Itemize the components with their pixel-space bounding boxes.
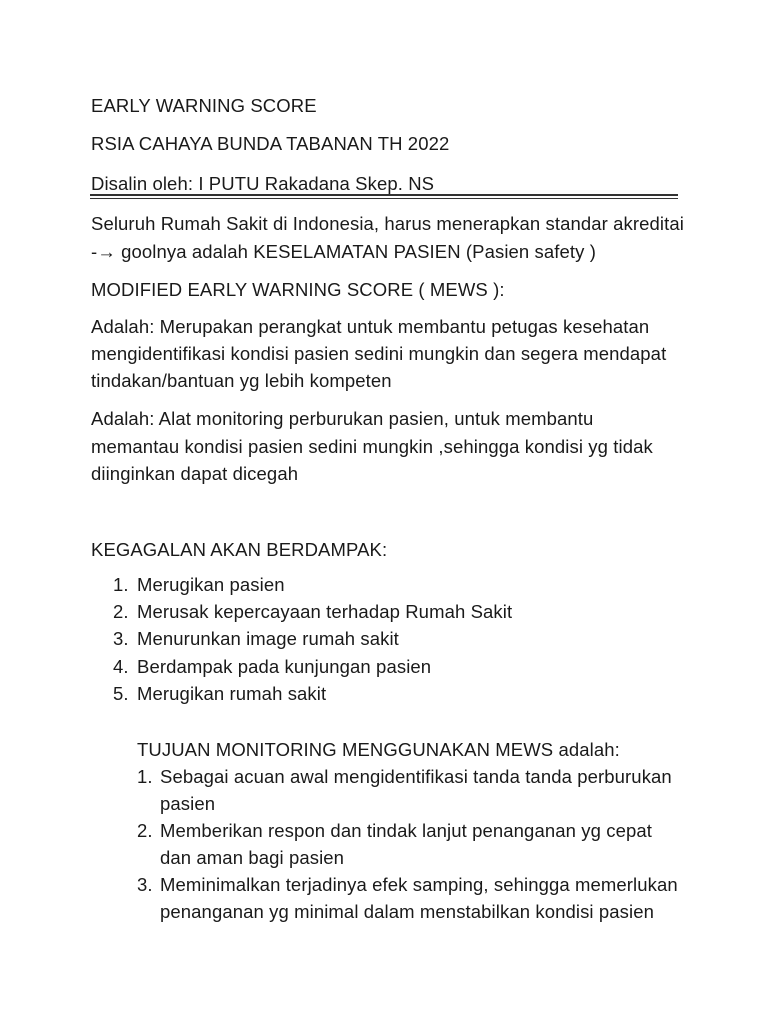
- list-item: [113, 571, 512, 598]
- list-number: 1.: [113, 574, 129, 595]
- hospital-name: RSIA CAHAYA BUNDA TABANAN TH 2022: [91, 133, 450, 154]
- list-item: [137, 763, 678, 817]
- list-item-text: Berdampak pada kunjungan pasien: [137, 655, 432, 677]
- objectives-heading: TUJUAN MONITORING MENGGUNAKAN MEWS adalah:: [137, 739, 620, 760]
- divider-bottom: [90, 198, 678, 199]
- list-item-text: Merusak kepercayaan terhadap Rumah Sakit: [137, 601, 513, 623]
- definition-2-line-2: memantau kondisi pasien sedini mungkin ,sehingga kondisi yg tidak: [91, 436, 653, 457]
- objectives-list: [137, 763, 678, 925]
- definition-1-line-2: mengidentifikasi kondisi pasien sedini mungkin dan segera mendapat: [91, 343, 667, 364]
- mews-heading: MODIFIED EARLY WARNING SCORE ( MEWS ):: [91, 279, 505, 300]
- list-item-text-line-2: pasien: [160, 793, 216, 814]
- list-item: [113, 653, 512, 680]
- list-item-text: Merugikan pasien: [137, 574, 285, 595]
- list-item: [113, 598, 512, 625]
- list-number: 3.: [113, 628, 129, 650]
- list-item-text-line-1: Memberikan respon dan tindak lanjut penanganan yg cepat: [160, 820, 652, 841]
- definition-1-line-1: Adalah: Merupakan perangkat untuk membantu petugas kesehatan: [91, 316, 650, 337]
- intro-line-1: Seluruh Rumah Sakit di Indonesia, harus menerapkan standar akreditai: [91, 213, 684, 234]
- author-line: Disalin oleh: I PUTU Rakadana Skep. NS: [91, 173, 435, 194]
- list-number: 5.: [113, 682, 129, 704]
- list-item: [137, 817, 678, 871]
- list-item-text-line-1: Meminimalkan terjadinya efek samping, sehingga memerlukan: [160, 874, 678, 895]
- list-number: 3.: [137, 874, 153, 895]
- definition-1-line-3: tindakan/bantuan yg lebih kompeten: [91, 370, 392, 391]
- divider-top: [90, 194, 678, 196]
- list-item-text-line-1: Sebagai acuan awal mengidentifikasi tanda tanda perburukan: [160, 766, 672, 787]
- list-item-text: Menurunkan image rumah sakit: [137, 628, 399, 650]
- list-number: 2.: [137, 820, 153, 841]
- list-item-text-line-2: penanganan yg minimal dalam menstabilkan kondisi pasien: [160, 901, 654, 922]
- list-item: [113, 680, 512, 707]
- intro-line-2: -→ goolnya adalah KESELAMATAN PASIEN (Pasien safety ): [91, 241, 597, 262]
- list-number: 1.: [137, 766, 153, 787]
- document-title: EARLY WARNING SCORE: [91, 95, 317, 116]
- list-item-text-line-2: dan aman bagi pasien: [160, 847, 345, 868]
- list-number: 4.: [113, 655, 129, 677]
- failure-list: [113, 571, 512, 707]
- list-item: [113, 625, 512, 652]
- definition-2-line-3: diinginkan dapat dicegah: [91, 463, 299, 484]
- definition-2-line-1: Adalah: Alat monitoring perburukan pasien, untuk membantu: [91, 408, 594, 429]
- failure-heading: KEGAGALAN AKAN BERDAMPAK:: [91, 539, 388, 560]
- list-number: 2.: [113, 601, 129, 623]
- list-item-text: Merugikan rumah sakit: [137, 682, 327, 704]
- list-item: [137, 871, 678, 925]
